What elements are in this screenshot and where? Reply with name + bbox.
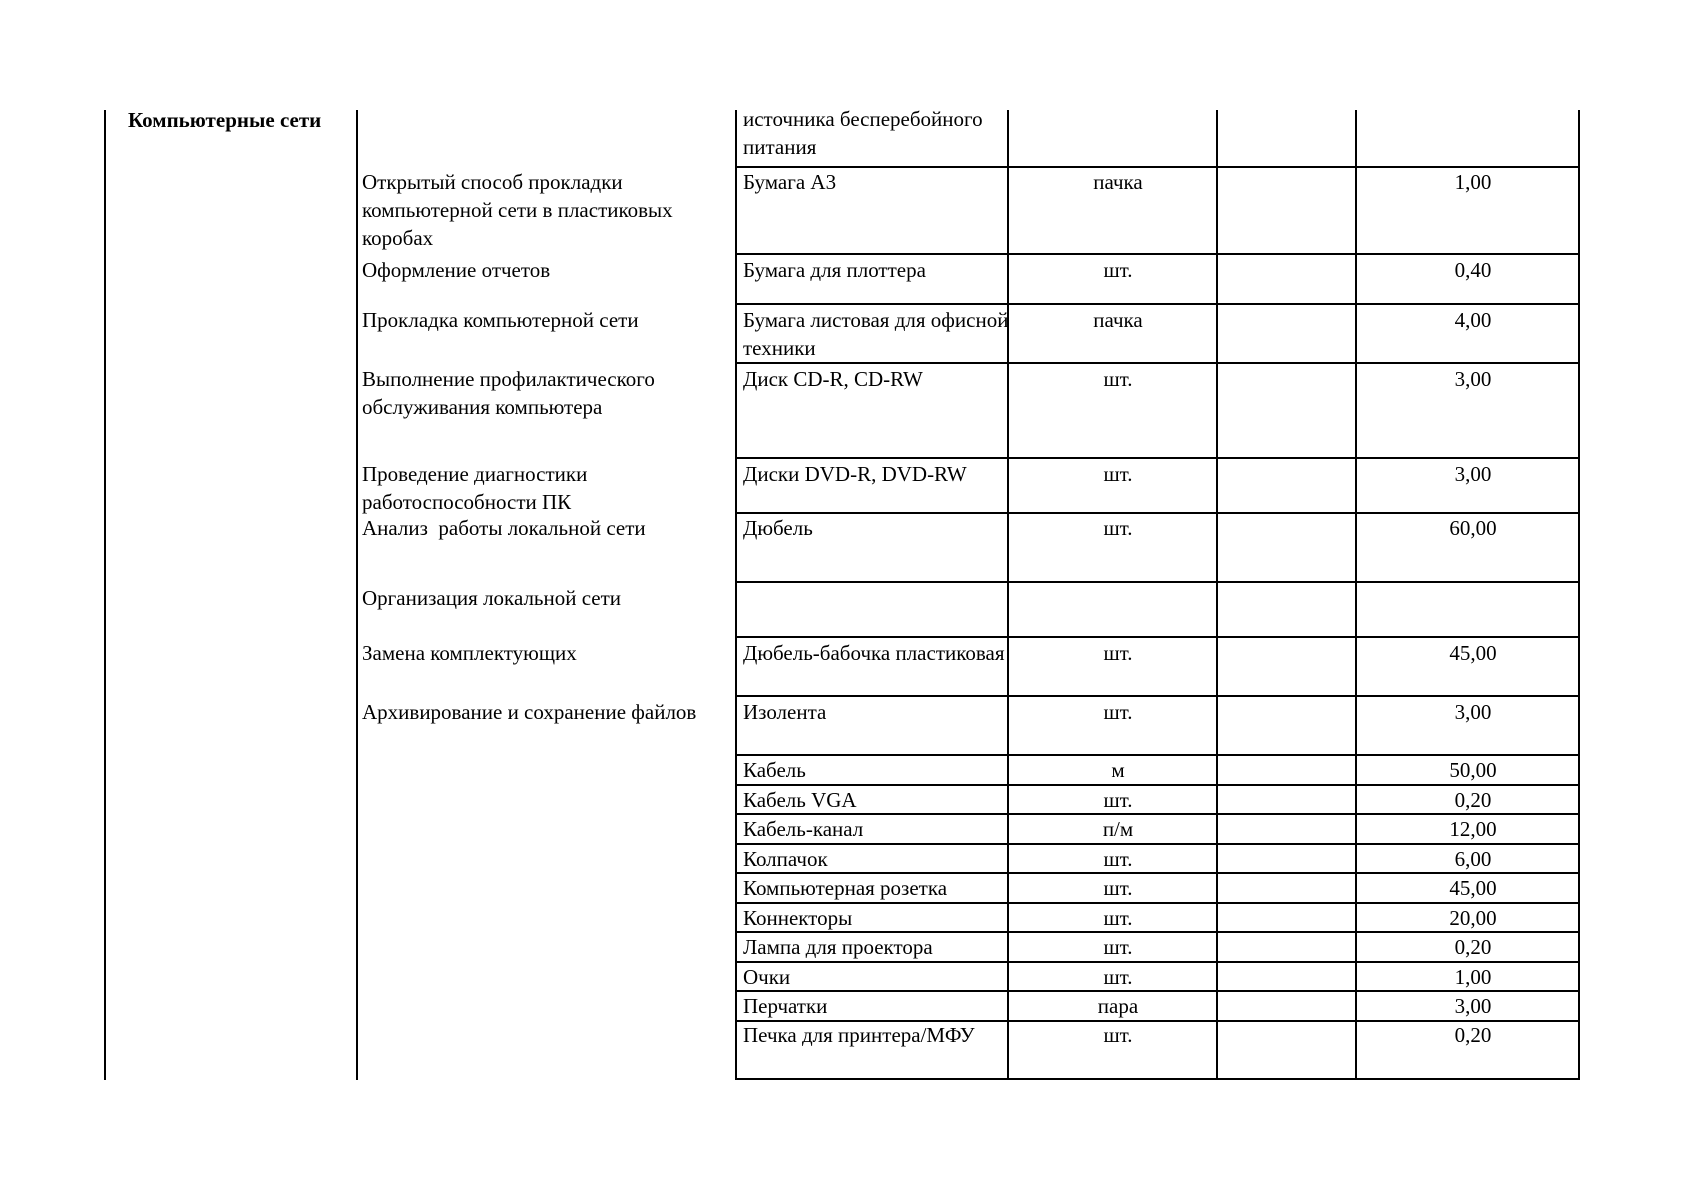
material-unit: шт. — [1103, 906, 1133, 930]
material-unit: шт. — [1103, 700, 1133, 724]
work-item: Замена комплектующих — [362, 641, 577, 665]
material-qty: 1,00 — [1454, 965, 1492, 989]
material-name: Очки — [743, 965, 791, 989]
material-unit: шт. — [1103, 876, 1133, 900]
material-name: Кабель VGA — [743, 788, 857, 812]
row-divider — [735, 695, 1580, 697]
section-title: Компьютерные сети — [128, 108, 322, 132]
material-unit: пачка — [1093, 170, 1143, 194]
material-qty: 6,00 — [1454, 847, 1492, 871]
work-item: Открытый способ прокладки компьютерной сети в пластиковых коробах — [362, 170, 678, 250]
material-unit: пачка — [1093, 308, 1143, 332]
material-unit: шт. — [1103, 516, 1133, 540]
material-name: Компьютерная розетка — [743, 876, 948, 900]
material-qty: 60,00 — [1449, 516, 1497, 540]
material-qty: 1,00 — [1454, 170, 1492, 194]
material-name: Кабель — [743, 758, 806, 782]
material-qty: 20,00 — [1449, 906, 1497, 930]
material-qty: 0,40 — [1454, 258, 1492, 282]
material-name: Перчатки — [743, 994, 828, 1018]
material-name: Коннекторы — [743, 906, 853, 930]
work-column-border-left — [356, 110, 358, 1080]
material-qty: 3,00 — [1454, 367, 1492, 391]
material-unit: шт. — [1103, 462, 1133, 486]
material-unit: пара — [1097, 994, 1139, 1018]
material-unit: шт. — [1103, 1023, 1133, 1047]
material-name: Изолента — [743, 700, 827, 724]
material-unit: шт. — [1103, 258, 1133, 282]
material-qty: 50,00 — [1449, 758, 1497, 782]
material-name: Бумага листовая для офисной техники — [743, 308, 1014, 360]
material-name: Диски DVD-R, DVD-RW — [743, 462, 967, 486]
material-unit: шт. — [1103, 367, 1133, 391]
row-divider — [735, 253, 1580, 255]
material-qty: 12,00 — [1449, 817, 1497, 841]
row-divider — [735, 362, 1580, 364]
material-qty: 0,20 — [1454, 1023, 1492, 1047]
material-name: Дюбель — [743, 516, 813, 540]
material-name: Дюбель-бабочка пластиковая — [743, 641, 1005, 665]
row-divider — [735, 457, 1580, 459]
work-item: Прокладка компьютерной сети — [362, 308, 639, 332]
work-item: Проведение диагностики работоспособности ПК — [362, 462, 593, 514]
material-name: Бумага для плоттера — [743, 258, 926, 282]
materials-border-left — [735, 110, 737, 1080]
material-unit: м — [1111, 758, 1125, 782]
material-name: Лампа для проектора — [743, 935, 933, 959]
qty-column-border — [1355, 110, 1357, 1080]
work-item: Организация локальной сети — [362, 586, 622, 610]
row-divider — [735, 581, 1580, 583]
material-qty: 3,00 — [1454, 700, 1492, 724]
work-item: Анализ работы локальной сети — [362, 516, 646, 540]
material-name: источника бесперебойного питания — [743, 107, 988, 159]
section-border-left — [104, 110, 106, 1080]
material-qty: 45,00 — [1449, 641, 1497, 665]
table-bottom-border — [735, 1078, 1580, 1080]
material-unit: шт. — [1103, 641, 1133, 665]
material-unit: шт. — [1103, 788, 1133, 812]
material-name: Бумага А3 — [743, 170, 837, 194]
work-item: Выполнение профилактического обслуживания компьютера — [362, 367, 661, 419]
material-name: Кабель-канал — [743, 817, 864, 841]
material-qty: 3,00 — [1454, 994, 1492, 1018]
row-divider — [735, 636, 1580, 638]
material-unit: шт. — [1103, 847, 1133, 871]
material-qty: 0,20 — [1454, 788, 1492, 812]
material-qty: 45,00 — [1449, 876, 1497, 900]
material-qty: 0,20 — [1454, 935, 1492, 959]
material-qty: 3,00 — [1454, 462, 1492, 486]
material-unit: п/м — [1102, 817, 1134, 841]
material-name: Печка для принтера/МФУ — [743, 1023, 975, 1047]
work-item: Оформление отчетов — [362, 258, 551, 282]
material-name: Колпачок — [743, 847, 828, 871]
material-unit: шт. — [1103, 935, 1133, 959]
row-divider — [735, 303, 1580, 305]
material-unit: шт. — [1103, 965, 1133, 989]
material-name: Диск CD-R, CD-RW — [743, 367, 923, 391]
material-qty: 4,00 — [1454, 308, 1492, 332]
work-item: Архивирование и сохранение файлов — [362, 700, 697, 724]
